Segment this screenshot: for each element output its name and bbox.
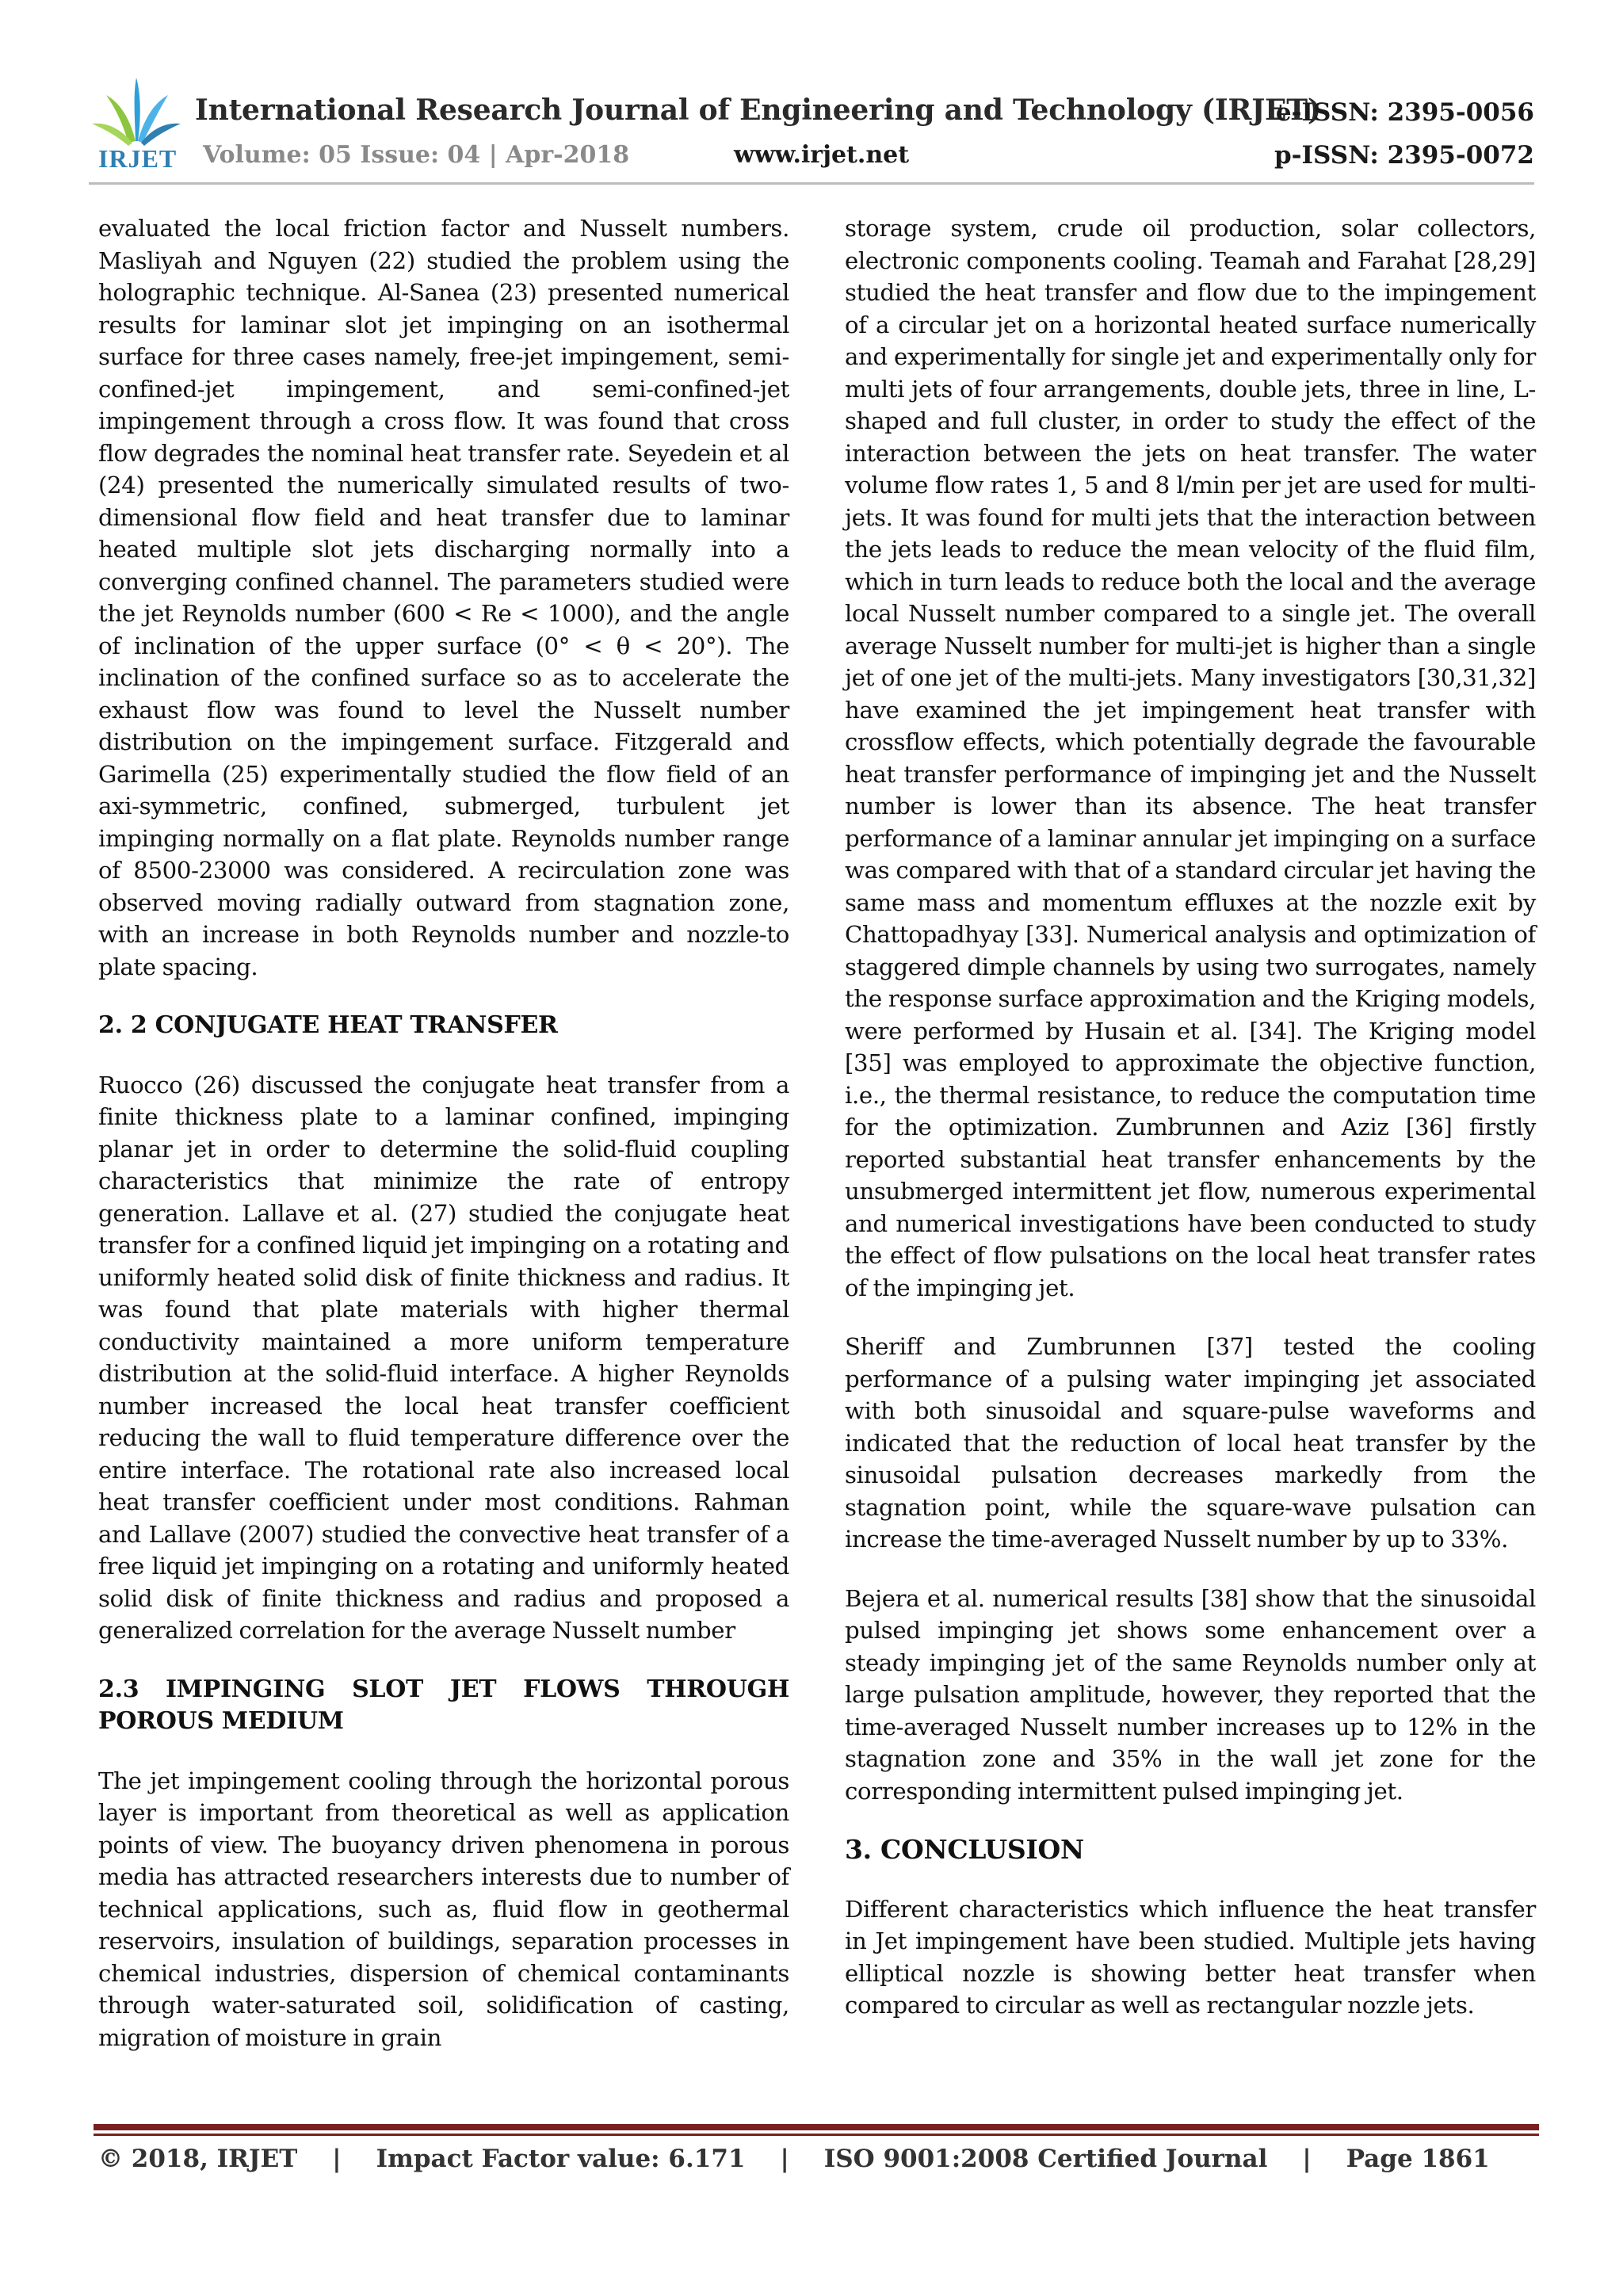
left-column (98, 212, 789, 2080)
page-header (0, 0, 1623, 198)
body-paragraph: Sheriff and Zumbrunnen [37] tested the cooling performance of a pulsing water impinging jet associated with both sinusoidal and square-pulse waveforms and indicated that the reduction of local heat transfer by the sinusoidal pulsation decreases markedly from the stagnation point, while the square-wave pulsation can increase the time-averaged Nusselt number by up to 33%. (845, 1333, 1536, 1553)
footer-separator: | (780, 2145, 789, 2173)
website-link[interactable]: www.irjet.net (734, 141, 910, 169)
body-paragraph: Ruocco (26) discussed the conjugate heat transfer from a finite thickness plate to a laminar confined, impinging planar jet in order to determine the solid-fluid coupling characteristics that minimize the rate of entropy generation. Lallave et al. (27) studied the conjugate heat transfer for a confined liquid jet impinging on a rotating and uniformly heated solid disk of finite thickness and radius. It was found that plate materials with higher thermal conductivity maintained a more uniform temperature distribution at the solid-fluid interface. A higher Reynolds number increased the local heat transfer coefficient reducing the wall to fluid temperature difference over the entire interface. The rotational rate also increased local heat transfer coefficient under most conditions. Rahman and Lallave (2007) studied the convective heat transfer of a free liquid jet impinging on a rotating and uniformly heated solid disk of finite thickness and radius and proposed a generalized correlation for the average Nusselt number (98, 1071, 789, 1644)
volume-issue: Volume: 05 Issue: 04 | Apr-2018 (203, 141, 630, 169)
e-issn: e-ISSN: 2395-0056 (1275, 98, 1534, 127)
section-heading-conclusion: 3. CONCLUSION (845, 1834, 1084, 1865)
logo-text: IRJET (98, 144, 178, 173)
right-column (845, 212, 1536, 2049)
body-paragraph: storage system, crude oil production, solar collectors, electronic components cooling. Teamah and Farahat [28,29] studied the heat transfer and flow due to the impingement of a circular jet on a horizontal heated surface numerically and experimentally for single jet and experimentally only for multi jets of four arrangements, double jets, three in line, L-shaped and full cluster, in order to study the effect of the interaction between the jets on heat transfer. The water volume flow rates 1, 5 and 8 l/min per jet are used for multi-jets. It was found for multi jets that the interaction between the jets leads to reduce the mean velocity of the fluid film, which in turn leads to reduce both the local and the average local Nusselt number compared to a single jet. The overall average Nusselt number for multi-jet is higher than a single jet of one jet of the multi-jets. Many investigators [30,31,32] have examined the jet impingement heat transfer with crossflow effects, which potentially degrade the favourable heat transfer performance of impinging jet and the Nusselt number is lower than its absence. The heat transfer performance of a laminar annular jet impinging on a surface was compared with that of a standard circular jet having the same mass and momentum effluxes at the nozzle exit by Chattopadhyay [33]. Numerical analysis and optimization of staggered dimple channels by using two surrogates, namely the response surface approximation and the Kriging models, were performed by Husain et al. [34]. The Kriging model [35] was employed to approximate the objective function, i.e., the thermal resistance, to reduce the computation time for the optimization. Zumbrunnen and Aziz [36] firstly reported substantial heat transfer enhancements by the unsubmerged intermittent jet flow, numerous experimental and numerical investigations have been conducted to study the effect of flow pulsations on the local heat transfer rates of the impinging jet. (845, 215, 1536, 1301)
footer-page-number: Page 1861 (1346, 2145, 1490, 2173)
body-paragraph: evaluated the local friction factor and Nusselt numbers. Masliyah and Nguyen (22) studied the problem using the holographic technique. Al-Sanea (23) presented numerical results for laminar slot jet impinging on an isothermal surface for three cases namely, free-jet impingement, semi-confined-jet impingement, and semi-confined-jet impingement through a cross flow. It was found that cross flow degrades the nominal heat transfer rate. Seyedein et al (24) presented the numerically simulated results of two-dimensional flow field and heat transfer due to laminar heated multiple slot jets discharging normally into a converging confined channel. The parameters studied were the jet Reynolds number (600 < Re < 1000), and the angle of inclination of the upper surface (0° < θ < 20°). The inclination of the confined surface so as to accelerate the exhaust flow was found to level the Nusselt number distribution on the impingement surface. Fitzgerald and Garimella (25) experimentally studied the flow field of an axi-symmetric, confined, submerged, turbulent jet impinging normally on a flat plate. Reynolds number range of 8500-23000 was considered. A recirculation zone was observed moving radially outward from stagnation zone, with an increase in both Reynolds number and nozzle-to plate spacing. (98, 215, 789, 980)
body-paragraph: Bejera et al. numerical results [38] show that the sinusoidal pulsed impinging jet shows some enhancement over a steady impinging jet of the same Reynolds number only at large pulsation amplitude, however, they reported that the time-averaged Nusselt number increases up to 12% in the stagnation zone and 35% in the wall jet zone for the corresponding intermittent pulsed impinging jet. (845, 1584, 1536, 1805)
page-footer (98, 2145, 1525, 2173)
section-heading-conjugate: 2. 2 CONJUGATE HEAT TRANSFER (98, 1011, 558, 1039)
footer-impact-factor: Impact Factor value: 6.171 (376, 2145, 746, 2173)
header-divider (89, 182, 1534, 185)
body-paragraph: The jet impingement cooling through the horizontal porous layer is important from theoretical as well as application points of view. The buoyancy driven phenomena in porous media has attracted researchers interests due to number of technical applications, such as, fluid flow in geothermal reservoirs, insulation of buildings, separation processes in chemical industries, dispersion of chemical contaminants through water-saturated soil, solidification of casting, migration of moisture in grain (98, 1767, 789, 2051)
section-heading-porous: 2.3 IMPINGING SLOT JET FLOWS THROUGH POROUS MEDIUM (98, 1675, 789, 1735)
journal-title: International Research Journal of Engineering and Technology (IRJET) (195, 94, 1321, 127)
p-issn: p-ISSN: 2395-0072 (1274, 141, 1534, 170)
footer-separator: | (1302, 2145, 1312, 2173)
footer-divider-thin (94, 2134, 1539, 2136)
footer-iso: ISO 9001:2008 Certified Journal (823, 2145, 1268, 2173)
footer-copyright: © 2018, IRJET (98, 2145, 298, 2173)
footer-divider-thick (94, 2124, 1539, 2130)
body-paragraph: Different characteristics which influence the heat transfer in Jet impingement have been studied. Multiple jets having elliptical nozzle is showing better heat transfer when compared to circular as well as rectangular nozzle jets. (845, 1895, 1536, 2019)
footer-separator: | (332, 2145, 342, 2173)
